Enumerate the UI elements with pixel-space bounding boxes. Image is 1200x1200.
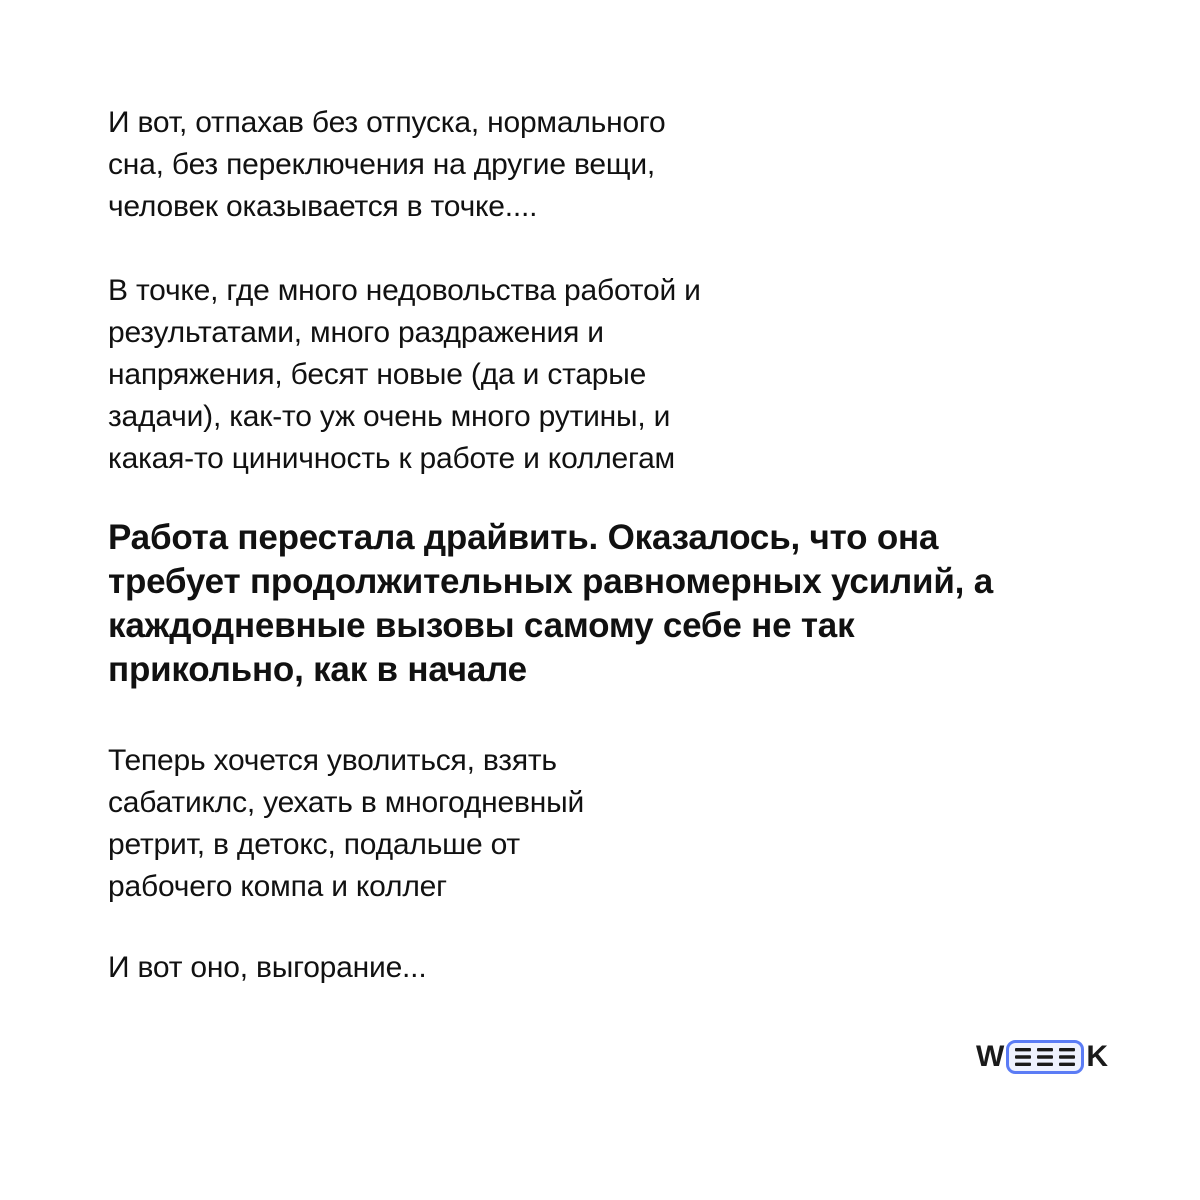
text-line: И вот оно, выгорание... — [108, 951, 427, 984]
text-line: результатами, много раздражения и — [108, 316, 604, 349]
weeek-logo — [976, 1039, 1108, 1075]
paragraph-highlight — [108, 516, 993, 692]
text-line: человек оказывается в точке.... — [108, 190, 538, 223]
text-line: рабочего компа и коллег — [108, 870, 447, 903]
text-line: прикольно, как в начале — [108, 650, 527, 689]
text-line: ретрит, в детокс, подальше от — [108, 828, 520, 861]
paragraph-point — [108, 270, 701, 480]
paragraph-intro — [108, 102, 666, 228]
text-line: Работа перестала драйвить. Оказалось, что она — [108, 518, 939, 557]
text-line: сна, без переключения на другие вещи, — [108, 148, 656, 181]
text-line: требует продолжительных равномерных усилий, а — [108, 562, 993, 601]
text-line: сабатиклс, уехать в многодневный — [108, 786, 585, 819]
logo-letter-k: K — [1086, 1040, 1108, 1073]
paragraph-conclusion — [108, 947, 426, 989]
text-line: Теперь хочется уволиться, взять — [108, 744, 557, 777]
text-line: напряжения, бесят новые (да и старые — [108, 358, 647, 391]
text-line: каждодневные вызовы самому себе не так — [108, 606, 855, 645]
logo-eee-mark — [1006, 1040, 1084, 1074]
text-line: какая-то циничность к работе и коллегам — [108, 442, 675, 475]
text-line: задачи), как-то уж очень много рутины, и — [108, 400, 671, 433]
logo-letter-w: W — [976, 1040, 1005, 1073]
text-line: И вот, отпахав без отпуска, нормального — [108, 106, 666, 139]
paragraph-desire — [108, 740, 584, 908]
text-line: В точке, где много недовольства работой и — [108, 274, 701, 307]
